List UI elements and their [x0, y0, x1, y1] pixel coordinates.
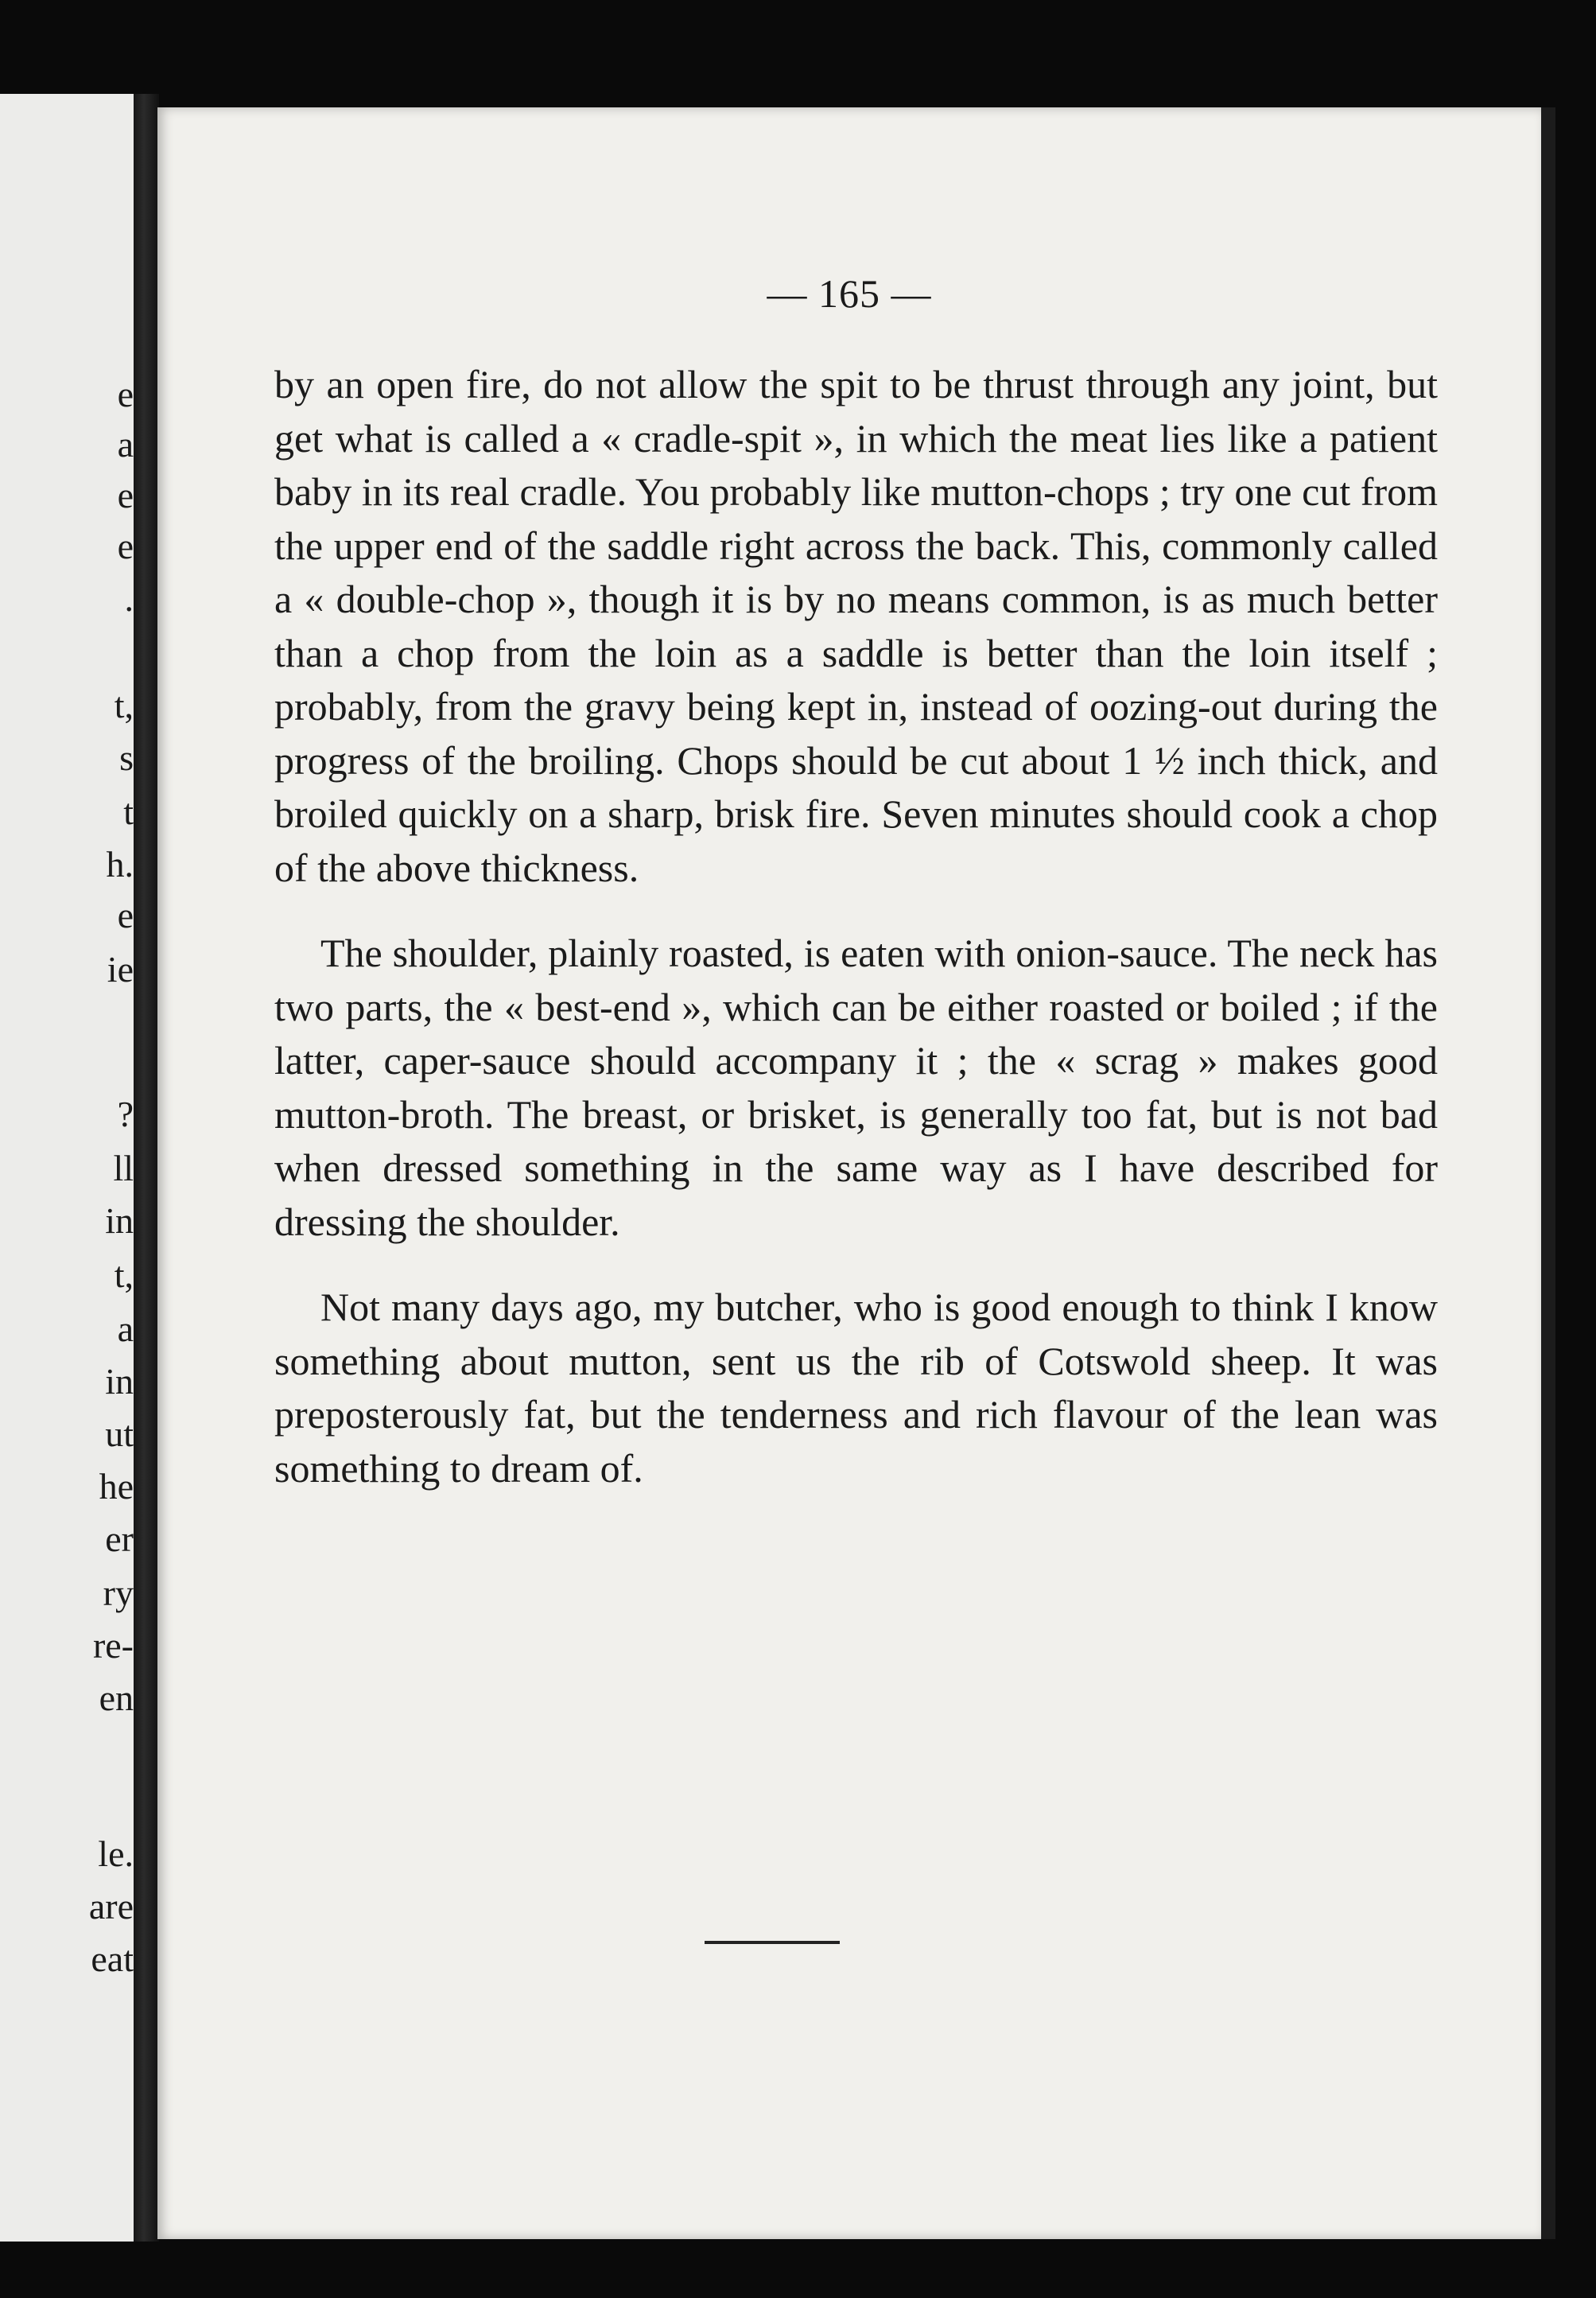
paragraph: The shoulder, plainly roasted, is eaten with onion-sauce. The neck has two parts, the « best-end », which can be either roasted or boiled ; if the latter, caper-sauce should accompany it ; the « scrag » makes good mutton-broth. The breast, or brisket, is generally too fat, but is not bad when dressed something in the same way as I have described for dressing the shoulder.: [274, 931, 1438, 1244]
left-page-fragment: ry: [103, 1573, 134, 1613]
left-page-fragment: a: [117, 424, 134, 465]
left-page-fragment: e: [117, 526, 134, 566]
left-page-fragment: ie: [107, 949, 134, 990]
left-page-fragment: t,: [114, 1254, 134, 1295]
book-page: [157, 107, 1555, 2239]
page-body: [274, 358, 1438, 1495]
left-page-fragment: eat: [91, 1938, 134, 1979]
paragraph: Not many days ago, my butcher, who is good enough to think I know something about mutton, sent us the rib of Cotswold sheep. It was preposterously fat, but the tenderness and rich flavour of the lean was something to dream of.: [274, 1285, 1438, 1491]
left-page-fragment: e: [117, 475, 134, 515]
left-facing-page: [0, 94, 134, 2242]
left-page-fragment: s: [119, 737, 134, 778]
left-page-fragment: ut: [105, 1413, 134, 1454]
section-end-rule: [705, 1941, 840, 1944]
left-page-fragment: t: [123, 791, 134, 832]
left-page-fragment: e: [117, 895, 134, 935]
left-page-fragment: ?: [117, 1094, 134, 1134]
left-page-fragment: in: [105, 1200, 134, 1241]
left-page-fragment: in: [105, 1361, 134, 1402]
left-page-fragment: e: [117, 374, 134, 414]
left-page-fragment: are: [88, 1886, 134, 1927]
left-page-fragment: h.: [106, 844, 134, 885]
page-number: — 165 —: [767, 271, 932, 316]
left-page-fragment: .: [124, 578, 134, 619]
left-page-fragment: re-: [92, 1625, 134, 1666]
book-gutter: [134, 94, 159, 2242]
left-page-fragment: a: [117, 1308, 134, 1349]
left-page-fragment: t,: [114, 685, 134, 725]
left-page-fragment: er: [105, 1518, 134, 1559]
paragraph-continued: by an open fire, do not allow the spit to be thrust through any joint, but get what is called a « cradle-spit », in which the meat lies like a patient baby in its real cradle. You probably like mutton-chops ; try one cut from the upper end of the saddle right across the back. This, commonly called a « double-chop », though it is by no means common, is as much better than a chop from the loin as a saddle is better than the loin itself ; probably, from the gravy being kept in, instead of oozing-out during the progress of the broiling. Chops should be cut about 1 ½ inch thick, and broiled quickly on a sharp, brisk fire. Seven minutes should cook a chop of the above thickness.: [274, 362, 1438, 890]
left-page-fragment: en: [99, 1678, 134, 1718]
left-page-fragment: le.: [98, 1833, 134, 1874]
left-page-fragment: he: [99, 1466, 134, 1507]
left-page-fragment: ll: [113, 1148, 134, 1188]
